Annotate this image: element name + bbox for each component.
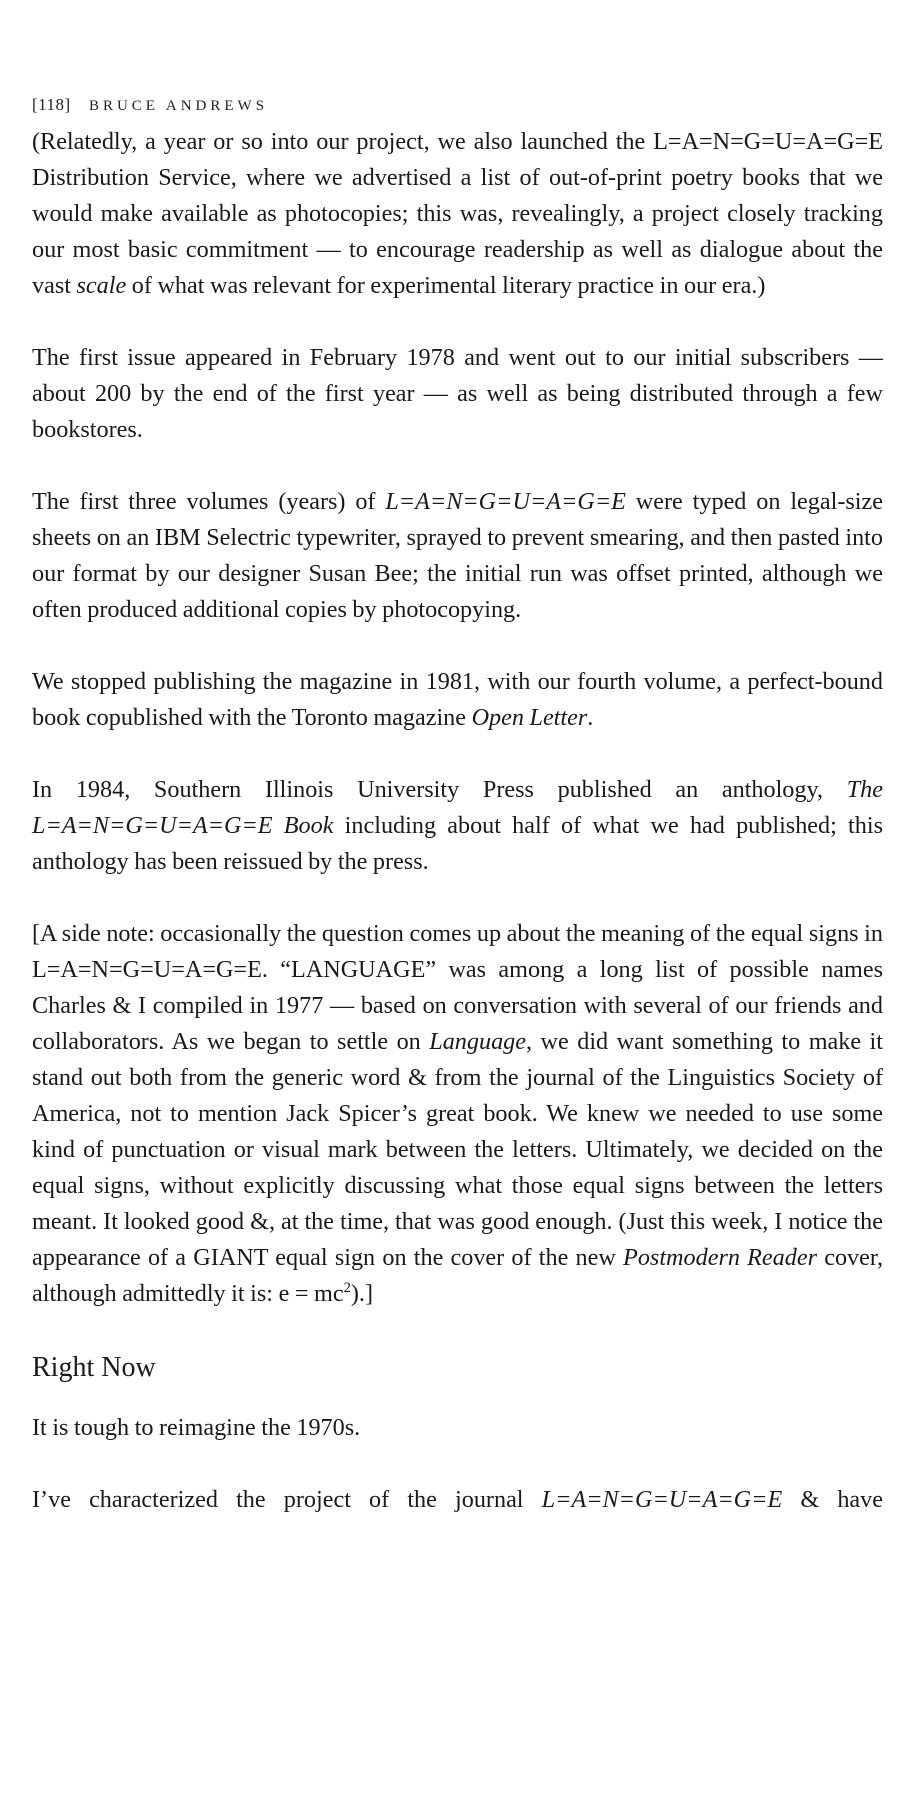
text-run: cover, although admittedly it is: e = mc [32,1244,883,1307]
running-head [32,92,883,118]
running-head-author: BRUCE ANDREWS [88,98,269,114]
italic-title: L=A=N=G=U=A=G=E [385,488,626,515]
italic-title: Open Letter [471,704,588,731]
text-run: I’ve characterized the project of the journal [32,1486,542,1513]
text-run: ).] [350,1280,374,1307]
paragraph [32,1482,883,1518]
paragraph [32,664,883,736]
italic-title: scale [76,272,127,299]
text-run: [A side note: occasionally the question comes up about the meaning of the equal signs in L=A=N=G=U=A=G=E. “LANGUAGE” was among a long list of possible names Charles & I compiled in 1977 — based on conversation with several of our friends and collaborators. As we began to settle on [32,920,883,1055]
paragraph [32,340,883,448]
italic-title: Postmodern Reader [623,1244,817,1271]
text-run: It is tough to reimagine the 1970s. [32,1414,361,1441]
text-run: The first issue appeared in February 1978 and went out to our initial subscribers — about 200 by the end of the first year — as well as being distributed through a few bookstores. [32,344,883,443]
text-run: including about half of what we had published; this anthology has been reissued by the press. [32,812,883,875]
text-run: of what was relevant for experimental literary practice in our era.) [126,272,766,299]
text-run: In 1984, Southern Illinois University Press published an anthology, [32,776,847,803]
text-run: & have [782,1486,883,1513]
text-run: . [587,704,594,731]
section-body-text [32,1410,883,1518]
body-text [32,124,883,1312]
paragraph [32,772,883,880]
text-run: The first three volumes (years) of [32,488,386,515]
paragraph [32,916,883,1312]
text-run: (Relatedly, a year or so into our project, we also launched the L=A=N=G=U=A=G=E Distribution Service, where we advertised a list of out-of-print poetry books that we would make available as photocopies; this was, revealingly, a project closely tracking our most basic commitment — to encourage readership as well as dialogue about the vast [32,128,883,299]
section-heading: Right Now [32,1352,156,1383]
italic-title: Language [429,1028,527,1055]
paragraph [32,1410,883,1446]
superscript: 2 [343,1279,351,1296]
paragraph [32,124,883,304]
italic-title: L=A=N=G=U=A=G=E [541,1486,783,1513]
paragraph [32,484,883,628]
book-page [32,92,883,1554]
text-run: We stopped publishing the magazine in 1981, with our fourth volume, a perfect-bound book copublished with the Toronto magazine [32,668,883,731]
text-run: were typed on legal-size sheets on an IBM Selectric typewriter, sprayed to prevent smearing, and then pasted into our format by our designer Susan Bee; the initial run was offset printed, although we often produced additional copies by photocopying. [32,488,883,623]
italic-title: The L=A=N=G=U=A=G=E Book [32,776,883,839]
text-run: , we did want something to make it stand out both from the generic word & from the journal of the Linguistics Society of America, not to mention Jack Spicer’s great book. We knew we needed to use some kind of punctuation or visual mark between the letters. Ultimately, we decided on the equal signs, without explicitly discussing what those equal signs between the letters meant. It looked good &, at the time, that was good enough. (Just this week, I notice the appearance of a GIANT equal sign on the cover of the new [32,1028,883,1271]
page-number: [118] [32,95,71,114]
